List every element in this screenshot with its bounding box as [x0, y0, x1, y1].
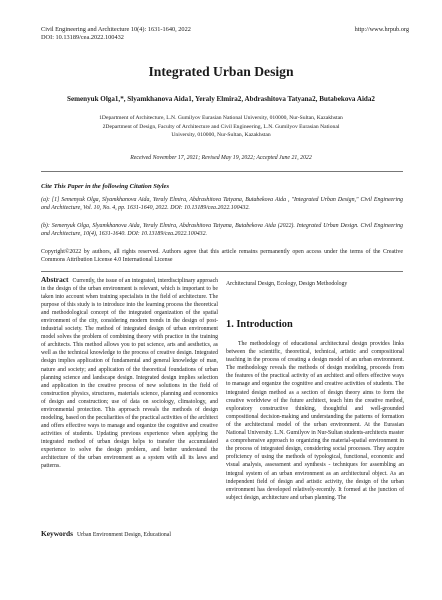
- citation-heading: Cite This Paper in the following Citation Styles: [41, 183, 170, 190]
- affiliation-2: 2Department of Design, Faculty of Architecture and Civil Engineering, L.N. Gumilyov Eurasian National University, 010000, Nur-Sultan, Kazakhstan: [102, 124, 340, 138]
- journal-citation: Civil Engineering and Architecture 10(4): 1631-1640, 2022: [41, 26, 191, 33]
- abstract: [41, 276, 218, 470]
- introduction-text: The methodology of educational architectural design provides links between the scientific, theoretical, technical, artistic and compositional teaching in the process of creating a design model of an urban environment. The methodology reveals the methods of design modeling, proceeds from the features of the practical activity of an architect and offers effective ways to manage and organize the cognitive and creative activities of students. The integrated design method as a section of design theory aims to form the creative worldview of the future architect, teach him the creative method, exploratory constructive thinking, thoughtful and well-grounded compositional decision-making and understanding the patterns of formation of the architectural model of the urban environment. At the Eurasian National University. L.N. Gumilyov in Nur-Sultan students-architects master a comprehensive approach to organizing the material-spatial environment in the process of integrated design, considering social processes. They acquire proficiency of using the methods of typological, functional, economic and visual analysis, assessment and synthesis - techniques for assembling an integral system of an urban environment as an architectural object. As an independent field of design and artistic activity, the design of the urban environment has developed relatively-recently. It formed at the junction of subject design, architecture and urban planning. The: [226, 341, 404, 501]
- keywords: [41, 530, 218, 539]
- abstract-text: Currently, the issue of an integrated, interdisciplinary approach in the design of the urban environment is relevant, which is important to be taken into account when training specialists in the field of architecture. The purpose of this study is to introduce into the learning process the theoretical and methodological concept of the integrated organization of the spatial environment of the city, considering modern trends in the design of post-industrial society. The method of integrated design of urban environment model solves the problem of combining theory with practice in the training of architects. This method allows you to put science, arts and aesthetics, as well as the technical knowledge to the process of creative design. Integrated design implies application of fundamental and general knowledge of man, nature and society; and application of the theoretical foundations of urban planning science and landscape design. Integrated design implies selection and application in the creative process of new solutions in the field of construction physics, structures, materials science, planning and economics of design and construction; use of data on sociology, climatology, and environmental protection. This approach reveals the methods of design modeling, based on the peculiarities of the practical activities of the architect and offers effective ways to manage and organize the cognitive and creative activities of students. Updating previous experience when applying the integrated method of urban design helps to transfer the accumulated experience to solve the design problem, and better understand the architecture of the urban environment as a system with all its laws and patterns.: [41, 278, 218, 470]
- section-heading: 1. Introduction: [226, 319, 293, 330]
- journal-url[interactable]: http://www.hrpub.org: [354, 26, 409, 33]
- citation-style-a: (a): [1] Semenyuk Olga, Slyamkhanova Aida, Yeraly Elmira, Abdrashitova Tatyana, Butabekova Aida , "Integrated Urban Design," Civil Engineering and Architecture, Vol. 10, No. 4, pp. 1631-1640, 2022. DOI: 10.13189/cea.2022.100432.: [41, 197, 403, 212]
- citation-style-b: (b): Semenyuk Olga, Slyamkhanova Aida, Yeraly Elmira, Abdrashitova Tatyana, Butabekova Aida (2022). Integrated Urban Design. Civil Engineering and Architecture, 10(4), 1631-1640. DOI: 10.13189/cea.2022.100432.: [41, 223, 403, 238]
- divider: [41, 271, 403, 272]
- keywords-continuation: Architectural Design, Ecology, Design Methodology: [226, 281, 348, 287]
- affiliation-1: 1Department of Architecture, L.N. Gumilyov Eurasian National University, 010000, Nur-Sultan, Kazakhstan: [99, 115, 343, 121]
- abstract-label: Abstract: [41, 275, 69, 284]
- author-list: Semenyuk Olga1,*, Slyamkhanova Aida1, Yeraly Elmira2, Abdrashitova Tatyana2, Butabekova Aida2: [67, 95, 375, 103]
- copyright-notice: Copyright©2022 by authors, all rights reserved. Authors agree that this article remains permanently open access under the terms of the Creative Commons Attribution License 4.0 International License: [41, 249, 403, 264]
- divider: [41, 171, 403, 172]
- paper-title: Integrated Urban Design: [148, 64, 294, 79]
- keywords-text: Urban Environment Design, Educational: [77, 532, 171, 538]
- running-header: [41, 26, 191, 43]
- received-dates: Received November 17, 2021; Revised May 19, 2022; Accepted June 21, 2022: [130, 155, 312, 161]
- keywords-label: Keywords: [41, 529, 74, 538]
- doi: DOI: 10.13189/cea.2022.100432: [41, 34, 124, 42]
